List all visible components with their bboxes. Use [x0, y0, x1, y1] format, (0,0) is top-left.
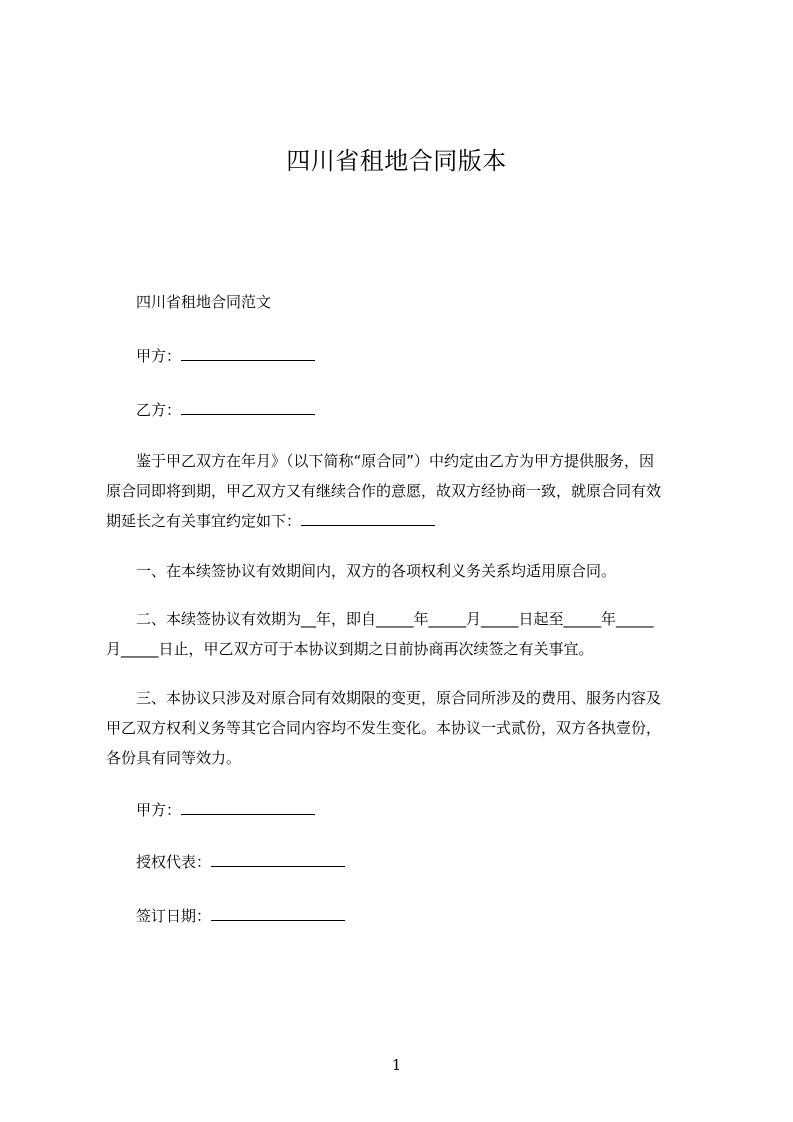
- clause-3-line-3: 各份具有同等效力。: [106, 749, 242, 767]
- clause-2-line-2: 月_____日止，甲乙双方可于本协议到期之日前协商再次续签之有关事宜。: [106, 640, 594, 658]
- party-b-label: 乙方：: [136, 401, 182, 419]
- preamble-line-3: 期延长之有关事宜约定如下：: [106, 512, 302, 530]
- party-a-blank: [181, 345, 315, 361]
- preamble-line-1: 鉴于甲乙双方在年月》（以下简称“原合同”）中约定由乙方为甲方提供服务，因: [136, 452, 655, 470]
- clause-2-line-1: 二、本续签协议有效期为__年，即自_____年_____月_____日起至_____年_____: [136, 610, 654, 628]
- authorized-rep: [136, 851, 345, 872]
- party-a-line: [136, 345, 315, 366]
- clause-2: [106, 604, 700, 664]
- authorized-rep-blank: [211, 851, 345, 867]
- preamble-paragraph: [106, 446, 700, 536]
- clause-3: [106, 683, 700, 773]
- party-b-line: [136, 399, 315, 420]
- sign-date-label: 签订日期：: [136, 907, 212, 925]
- signature-party-a-blank: [181, 799, 315, 815]
- sign-date: [136, 905, 345, 926]
- signature-party-a: [136, 799, 315, 820]
- clause-1: 一、在本续签协议有效期间内，双方的各项权利义务关系均适用原合同。: [136, 562, 617, 580]
- preamble-line-3-wrap: [106, 506, 700, 536]
- signature-party-a-label: 甲方：: [136, 801, 182, 819]
- party-b-blank: [181, 399, 315, 415]
- preamble-blank: [301, 510, 435, 526]
- document-subtitle: 四川省租地合同范文: [136, 293, 272, 311]
- party-a-label: 甲方：: [136, 347, 182, 365]
- clause-3-line-2: 甲乙双方权利义务等其它合同内容均不发生变化。本协议一式贰份，双方各执壹份，: [106, 719, 662, 737]
- clause-3-line-1: 三、本协议只涉及对原合同有效期限的变更，原合同所涉及的费用、服务内容及: [136, 689, 662, 707]
- page-number: 1: [391, 1056, 402, 1074]
- authorized-rep-label: 授权代表：: [136, 853, 212, 871]
- preamble-line-2: 原合同即将到期，甲乙双方又有继续合作的意愿，故双方经协商一致，就原合同有效: [106, 482, 662, 500]
- document-title: 四川省租地合同版本: [286, 147, 507, 175]
- sign-date-blank: [211, 905, 345, 921]
